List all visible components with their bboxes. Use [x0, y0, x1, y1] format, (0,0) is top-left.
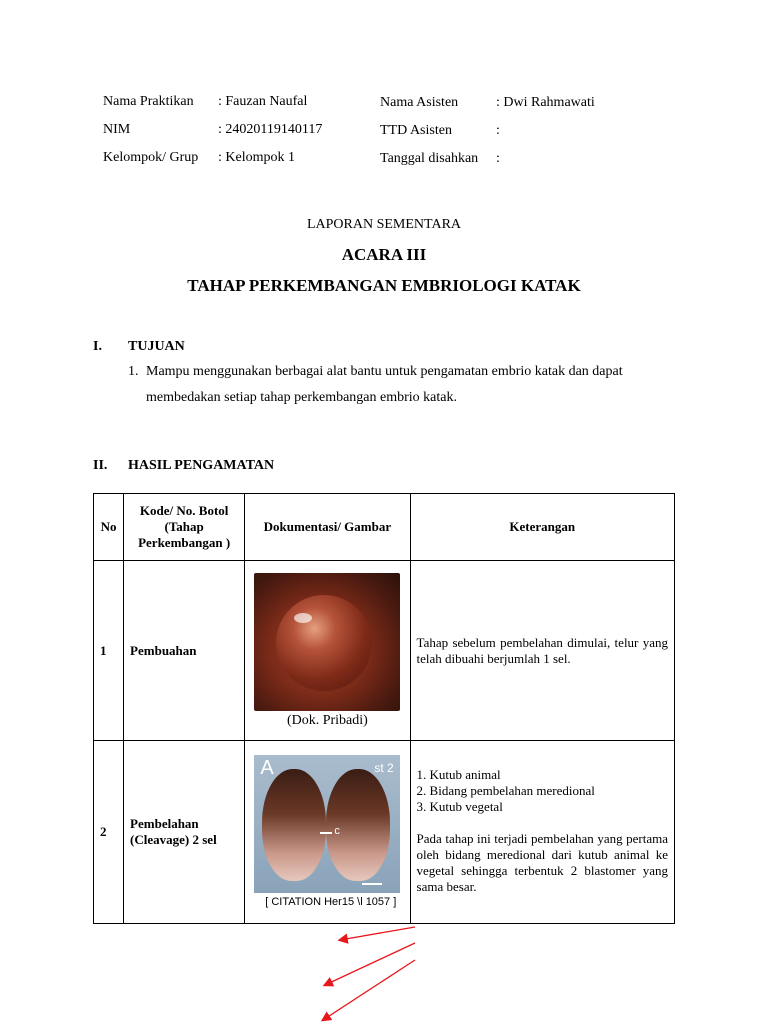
- kelompok-value: : Kelompok 1: [218, 150, 295, 165]
- arrow-3: [323, 960, 415, 1020]
- tanggal-label: Tanggal disahkan: [380, 151, 479, 166]
- row-2-citation: [ CITATION Her15 \l 1057 ]: [265, 896, 397, 908]
- header-no: No: [94, 494, 124, 561]
- section-1-heading: TUJUAN: [128, 339, 185, 354]
- row-2-kode: Pembelahan (Cleavage) 2 sel: [124, 741, 245, 924]
- image-label-stage: st 2: [374, 761, 394, 775]
- praktikan-label: Nama Praktikan: [103, 94, 194, 109]
- row-1-keterangan: Tahap sebelum pembelahan dimulai, telur yang telah dibuahi berjumlah 1 sel.: [410, 561, 674, 741]
- asisten-value: : Dwi Rahmawati: [496, 95, 595, 110]
- section-2-number: II.: [93, 458, 108, 473]
- row-2-list-item-2: 2. Bidang pembelahan meredional: [416, 783, 595, 798]
- ttd-label: TTD Asisten: [380, 123, 452, 138]
- report-title: LAPORAN SEMENTARA: [306, 217, 462, 232]
- header-kode: Kode/ No. Botol (Tahap Perkembangan ): [124, 494, 245, 561]
- arrow-2: [325, 943, 415, 985]
- praktikan-value: : Fauzan Naufal: [218, 94, 308, 109]
- tujuan-item-line1: Mampu menggunakan berbagai alat bantu untuk pengamatan embrio katak dan dapat: [146, 364, 623, 379]
- kelompok-label: Kelompok/ Grup: [103, 150, 199, 165]
- row-2-list-item-1: 1. Kutub animal: [416, 767, 501, 782]
- header-keterangan: Keterangan: [410, 494, 674, 561]
- row-2-list-item-3: 3. Kutub vegetal: [416, 799, 503, 814]
- nim-label: NIM: [103, 122, 131, 137]
- nim-value: : 24020119140117: [218, 122, 323, 137]
- row-2-no: 2: [94, 741, 124, 924]
- tujuan-item-line2: membedakan setiap tahap perkembangan embrio katak.: [146, 390, 457, 405]
- section-1-number: I.: [93, 339, 102, 354]
- image-label-c: c: [334, 825, 340, 837]
- row-2-paragraph: Pada tahap ini terjadi pembelahan yang pertama oleh bidang meredional dari kutub animal ke vegetal sehingga terbentuk 2 blastomer yang sama besar.: [416, 831, 668, 894]
- row-1-caption: (Dok. Pribadi): [286, 712, 368, 728]
- tujuan-item-number: 1.: [128, 364, 139, 379]
- section-2-heading: HASIL PENGAMATAN: [128, 458, 275, 473]
- asisten-label: Nama Asisten: [380, 95, 459, 110]
- topic-title: TAHAP PERKEMBANGAN EMBRIOLOGI KATAK: [187, 276, 581, 295]
- acara-title: ACARA III: [341, 245, 427, 264]
- tanggal-value: :: [496, 151, 500, 166]
- row-1-no: 1: [94, 561, 124, 741]
- ttd-value: :: [496, 123, 500, 138]
- header-dokumentasi: Dokumentasi/ Gambar: [245, 494, 410, 561]
- image-label-a: A: [260, 757, 274, 779]
- arrow-1: [340, 927, 415, 940]
- row-1-kode: Pembuahan: [124, 561, 245, 741]
